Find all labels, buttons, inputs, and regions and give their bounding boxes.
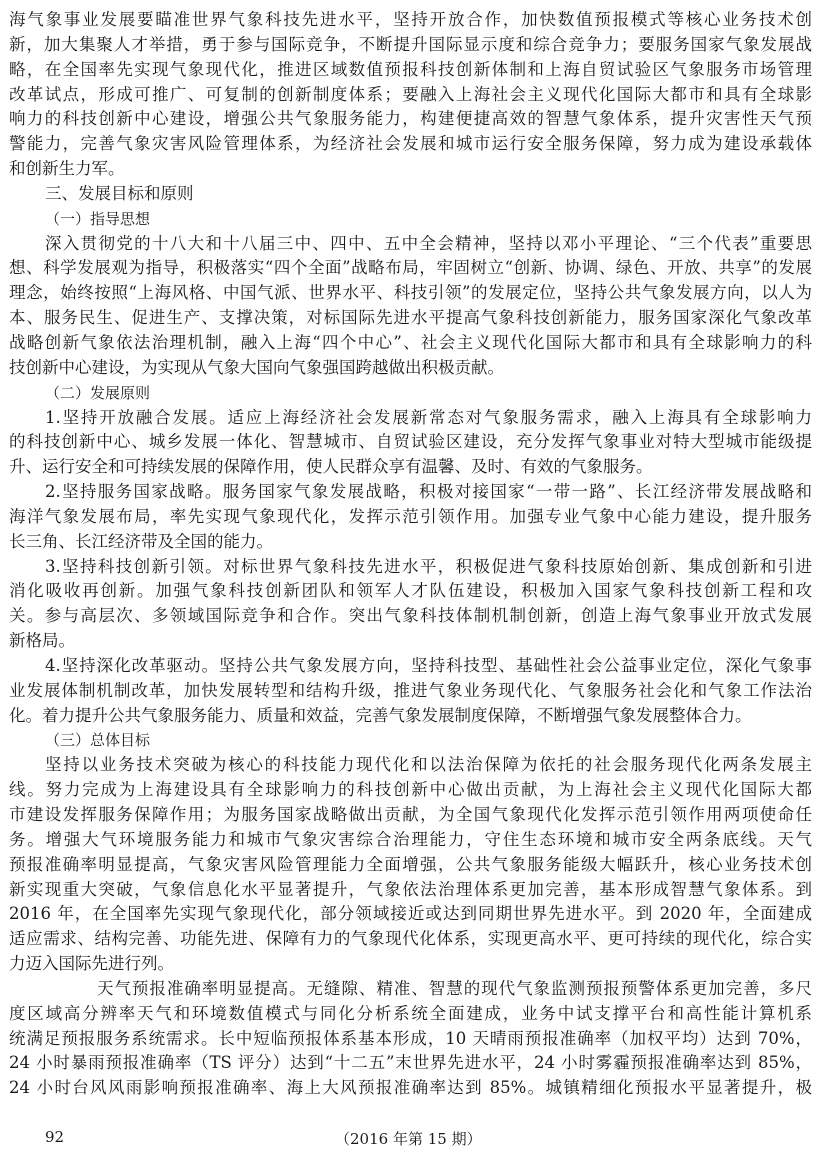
text-line: 务。增强大气环境服务能力和城市气象灾害综合治理能力，守住生态环境和城市安全两条底线。天气 [9,829,812,849]
text-line: 警能力，完善气象灾害风险管理体系，为经济社会发展和城市运行安全服务保障，努力成为建设承载体 [9,134,812,154]
paragraph [9,406,812,481]
text-line: 海气象事业发展要瞄准世界气象科技先进水平，坚持开放合作，加快数值预报模式等核心业务技术创 [9,10,812,29]
subsection-heading [9,381,812,406]
subsection-heading [9,728,812,753]
issue-label: （2016 年第 15 期） [335,1130,482,1148]
text-line: 3.坚持科技创新引领。对标世界气象科技先进水平，积极促进气象科技原始创新、集成创新和引进 [45,556,812,576]
text-line: 海洋气象发展布局，率先实现气象现代化，发挥示范引领作用。加强专业气象中心能力建设，提升服务 [9,506,812,526]
text-line: 和创新生力军。 [9,159,125,179]
text-line: 战略创新气象依法治理机制，融入上海“四个中心”、社会主义现代化国际大都市和具有全球影响力的科 [9,332,812,352]
text-line: 新格局。 [9,631,75,651]
document-body [9,8,812,1101]
paragraph [9,8,812,182]
paragraph [9,654,812,729]
page-number: 92 [45,1128,65,1146]
paragraph [9,753,812,977]
text-line: 24 小时暴雨预报准确率（TS 评分）达到“十二五”末世界先进水平，24 小时雾霾预报准确率达到 85%， [9,1053,812,1073]
text-line: 本、服务民生、促进生产、支撑决策，对标国际先进水平提高气象科技创新能力，服务国家深化气象改革 [9,308,812,328]
text-line: 的科技创新中心、城乡发展一体化、智慧城市、自贸试验区建设，充分发挥气象事业对特大型城市能级提 [9,432,812,452]
text-line: 业发展体制机制改革，加快发展转型和结构升级，推进气象业务现代化、气象服务社会化和气象工作法治 [9,680,812,700]
text-line: 4.坚持深化改革驱动。坚持公共气象发展方向，坚持科技型、基础性社会公益事业定位，深化气象事 [45,655,812,675]
text-line: 深入贯彻党的十八大和十八届三中、四中、五中全会精神，坚持以邓小平理论、“三个代表”重要思 [45,233,812,253]
text-line: 关。参与高层次、多领域国际竞争和合作。突出气象科技体制机制创新，创造上海气象事业开放式发展 [9,606,812,626]
text-line: 2.坚持服务国家战略。服务国家气象发展战略，积极对接国家“一带一路”、长江经济带发展战略和 [45,482,812,502]
text-line: 理念，始终按照“上海风格、中国气派、世界水平、科技引领”的发展定位，坚持公共气象发展方向，以人为 [9,283,812,303]
text-line: （三）总体目标 [45,731,151,750]
text-line: 改革试点，形成可推广、可复制的创新制度体系；要融入上海社会主义现代化国际大都市和具有全球影 [9,84,812,104]
text-line: 力迈入国际先进行列。 [9,954,174,974]
paragraph [9,555,812,654]
text-line: 化。着力提升公共气象服务能力、质量和效益，完善气象发展制度保障，不断增强气象发展整体合力。 [9,705,752,725]
text-line: 市建设发挥服务保障作用；为服务国家战略做出贡献，为全国气象现代化发挥示范引领作用两项使命任 [9,805,812,824]
text-line: 技创新中心建设，为实现从气象大国向气象强国跨越做出积极贡献。 [9,357,504,377]
text-line: 1.坚持开放融合发展。适应上海经济社会发展新常态对气象服务需求，融入上海具有全球影响力 [45,407,812,427]
text-line: 24 小时台风风雨影响预报准确率、海上大风预报准确率达到 85%。城镇精细化预报水平显著提升，极 [9,1078,812,1098]
text-line: 三、发展目标和原则 [45,183,194,203]
text-line: 想、科学发展观为指导，积极落实“四个全面”战略布局，牢固树立“创新、协调、绿色、开放、共享”的发展 [9,258,812,278]
text-line: 度区域高分辨率天气和环境数值模式与同化分析系统全面建成，业务中试支撑平台和高性能计算机系 [9,1003,812,1023]
text-line: 坚持以业务技术突破为核心的科技能力现代化和以法治保障为依托的社会服务现代化两条发展主 [45,755,812,775]
text-line: 长三角、长江经济带及全国的能力。 [9,531,273,551]
text-line: 统满足预报服务系统需求。长中短临预报体系基本形成，10 天晴雨预报准确率（加权平均）达到 70%， [9,1028,812,1048]
text-line: 新，加大集聚人才举措，勇于参与国际竞争，不断提升国际显示度和综合竞争力；要服务国家气象发展战 [9,34,812,54]
text-line: 天气预报准确率明显提高。无缝隙、精准、智慧的现代气象监测预报预警体系更加完善，多尺 [97,978,812,998]
subsection-heading [9,207,812,232]
paragraph [9,480,812,555]
text-line: 升、运行安全和可持续发展的保障作用，使人民群众享有温馨、及时、有效的气象服务。 [9,457,653,477]
text-line: 略，在全国率先实现气象现代化，推进区域数值预报科技创新体制和上海自贸试验区气象服务市场管理 [9,59,812,79]
text-line: 2016 年，在全国率先实现气象现代化，部分领域接近或达到同期世界先进水平。到 2020 年，全面建成 [9,904,812,924]
paragraph [9,232,812,381]
text-line: 线。努力完成为上海建设具有全球影响力的科技创新中心做出贡献，为上海社会主义现代化国际大都 [9,780,812,800]
text-line: 响力的科技创新中心建设，增强公共气象服务能力，构建便捷高效的智慧气象体系，提升灾害性天气预 [9,109,812,129]
text-line: 适应需求、结构完善、功能先进、保障有力的气象现代化体系，实现更高水平、更可持续的现代化，综合实 [9,929,812,949]
text-line: 新实现重大突破，气象信息化水平显著提升，气象依法治理体系更加完善，基本形成智慧气象体系。到 [9,879,812,899]
text-line: （一）指导思想 [45,209,151,228]
text-line: （二）发展原则 [45,383,151,402]
paragraph [9,977,812,1101]
text-line: 消化吸收再创新。加强气象科技创新团队和领军人才队伍建设，积极加入国家气象科技创新工程和攻 [9,581,812,601]
section-heading [9,182,812,207]
text-line: 预报准确率明显提高，气象灾害风险管理能力全面增强，公共气象服务能级大幅跃升，核心业务技术创 [9,854,812,874]
